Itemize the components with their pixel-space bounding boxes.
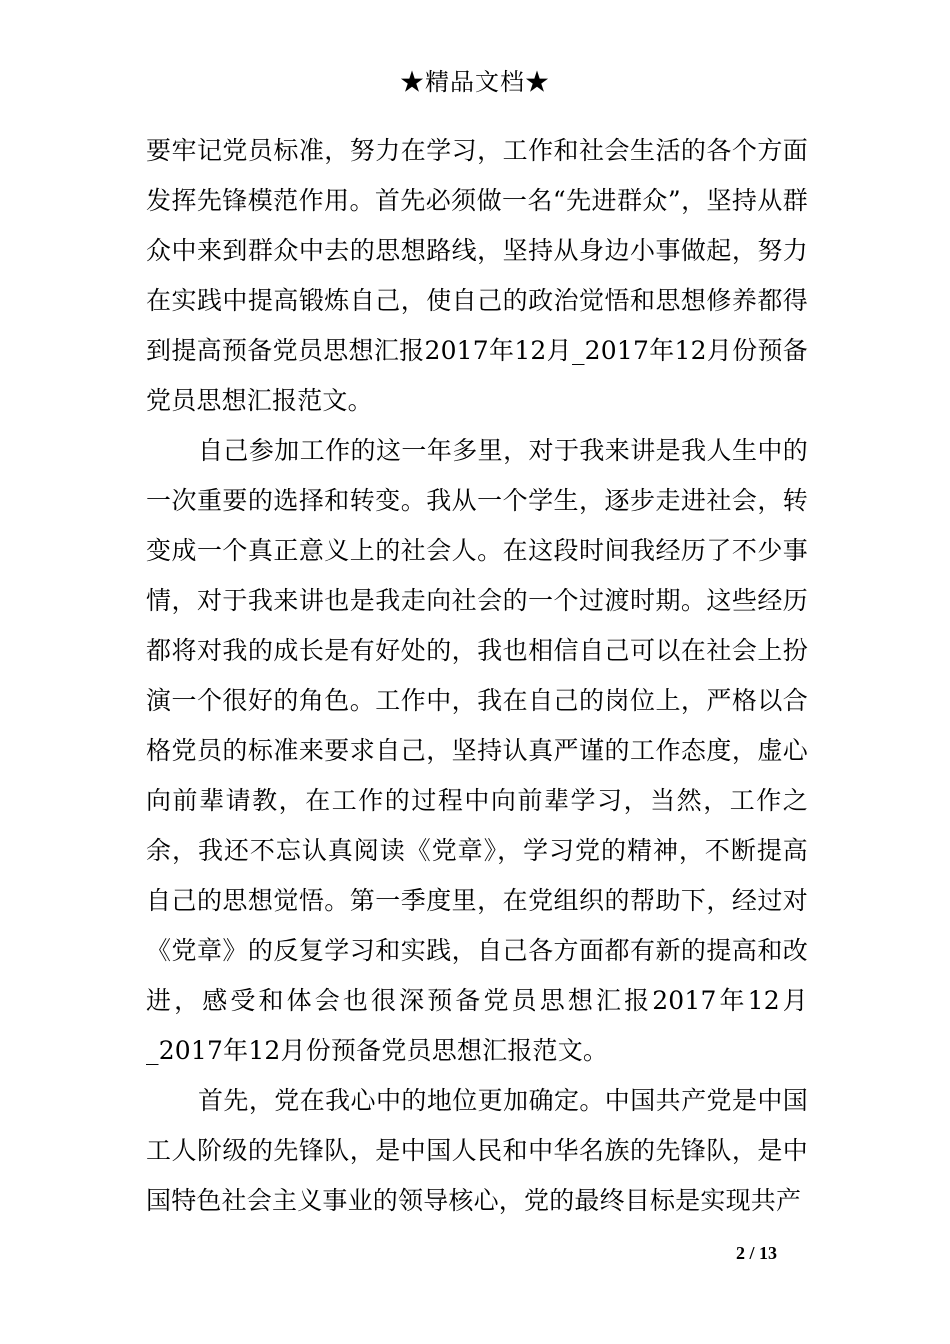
document-header: ★精品文档★ [400, 68, 550, 96]
document-body [146, 126, 808, 1226]
page-number: 2 / 13 [736, 1243, 778, 1263]
paragraph-2: 自己参加工作的这一年多里，对于我来讲是我人生中的一次重要的选择和转变。我从一个学生，逐步走进社会，转变成一个真正意义上的社会人。在这段时间我经历了不少事情，对于我来讲也是我走向社会的一个过渡时期。这些经历都将对我的成长是有好处的，我也相信自己可以在社会上扮演一个很好的角色。工作中，我在自己的岗位上，严格以合格党员的标准来要求自己，坚持认真严谨的工作态度，虚心向前辈请教，在工作的过程中向前辈学习，当然，工作之余，我还不忘认真阅读《党章》，学习党的精神，不断提高自己的思想觉悟。第一季度里，在党组织的帮助下，经过对《党章》的反复学习和实践，自己各方面都有新的提高和改进，感受和体会也很深预备党员思想汇报2017年12月_2017年12月份预备党员思想汇报范文。 [146, 436, 808, 1065]
paragraph-1: 要牢记党员标准，努力在学习，工作和社会生活的各个方面发挥先锋模范作用。首先必须做一名“先进群众”，坚持从群众中来到群众中去的思想路线，坚持从身边小事做起，努力在实践中提高锻炼自己，使自己的政治觉悟和思想修养都得到提高预备党员思想汇报2017年12月_2017年12月份预备党员思想汇报范文。 [146, 136, 808, 415]
paragraph-3: 首先，党在我心中的地位更加确定。中国共产党是中国工人阶级的先锋队，是中国人民和中华名族的先锋队，是中国特色社会主义事业的领导核心，党的最终目标是实现共产 [146, 1086, 808, 1215]
